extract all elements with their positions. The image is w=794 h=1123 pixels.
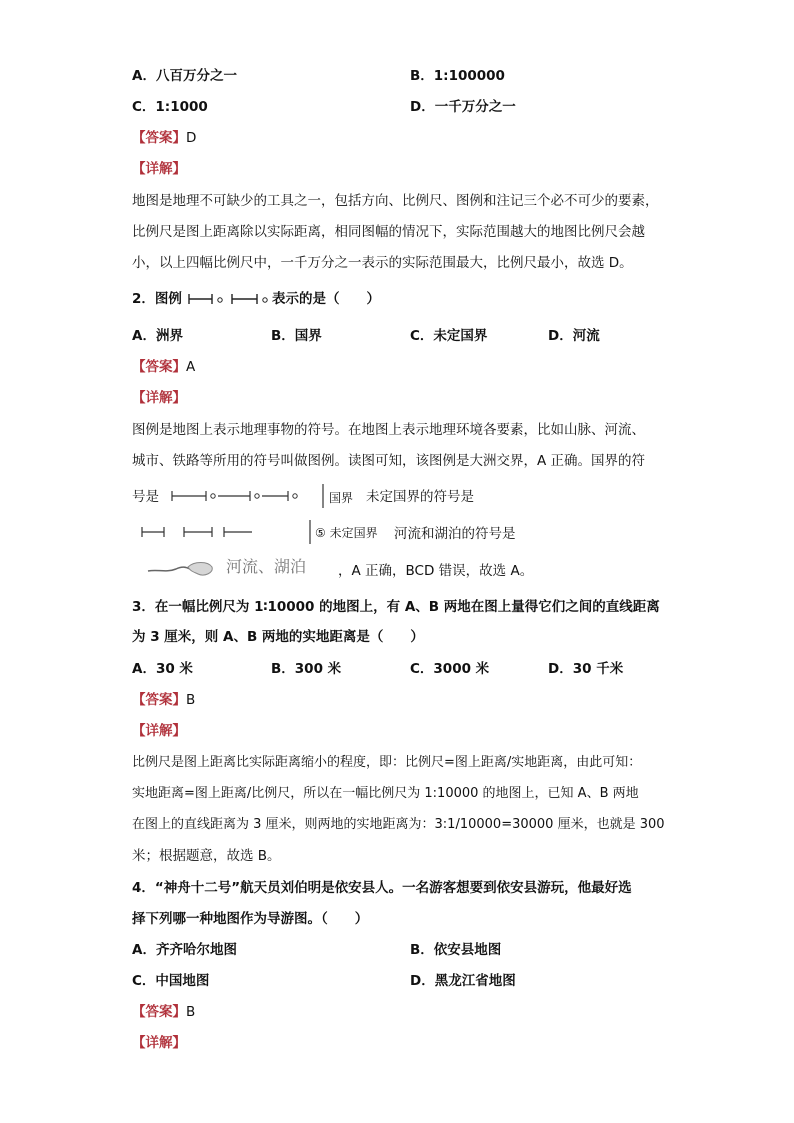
q2-detail-line-1: 图例是地图上表示地理事物的符号。在地图上表示地理环境各要素，比如山脉、河流、 bbox=[132, 422, 645, 438]
q3-option-b: B．300 米 bbox=[271, 661, 342, 677]
q3-detail-line-4: 米；根据题意，故选 B。 bbox=[132, 848, 281, 864]
q3-option-a: A．30 米 bbox=[132, 661, 193, 677]
legend-divider bbox=[322, 484, 326, 508]
q2-line3-suffix: 未定国界的符号是 bbox=[366, 489, 474, 505]
q1-detail-line-2: 比例尺是图上距离除以实际距离，相同图幅的情况下，实际范围越大的地图比例尺会越 bbox=[132, 224, 645, 240]
q4-option-d: D．黑龙江省地图 bbox=[410, 973, 516, 989]
q1-detail-label: 【详解】 bbox=[132, 161, 186, 177]
answer-value: B bbox=[186, 1004, 196, 1020]
q2-stem-suffix: 表示的是（ ） bbox=[272, 291, 380, 307]
q2-line5-suffix: ，A 正确，BCD 错误，故选 A。 bbox=[338, 563, 534, 579]
guojie-label: 国界 bbox=[329, 491, 354, 505]
q2-option-a: A．洲界 bbox=[132, 328, 183, 344]
q1-option-c: C．1:1000 bbox=[132, 99, 208, 115]
q2-line3-prefix: 号是 bbox=[132, 489, 159, 505]
answer-value: D bbox=[186, 130, 197, 146]
q3-stem-line-2: 为 3 厘米，则 A、B 两地的实地距离是（ ） bbox=[132, 629, 424, 645]
q1-option-a: A．八百万分之一 bbox=[132, 68, 237, 84]
q4-option-c: C．中国地图 bbox=[132, 973, 210, 989]
q2-detail-label: 【详解】 bbox=[132, 390, 186, 406]
q2-detail-line-2: 城市、铁路等所用的符号叫做图例。读图可知，该图例是大洲交界，A 正确。国界的符 bbox=[132, 453, 646, 469]
q1-answer bbox=[132, 129, 196, 147]
q1-detail-line-1: 地图是地理不可缺少的工具之一，包括方向、比例尺、图例和注记三个必不可少的要素， bbox=[132, 193, 659, 209]
q4-detail-label: 【详解】 bbox=[132, 1035, 186, 1051]
q4-option-b: B．依安县地图 bbox=[410, 942, 502, 958]
q3-detail-line-2: 实地距离=图上距离/比例尺，所以在一幅比例尺为 1:10000 的地图上，已知 A、B 两地 bbox=[132, 786, 639, 801]
answer-label: 【答案】 bbox=[132, 359, 186, 375]
weiding-label: ⑤ 未定国界 bbox=[315, 526, 378, 540]
q2-option-b: B．国界 bbox=[271, 328, 322, 344]
q3-detail-line-1: 比例尺是图上距离比实际距离缩小的程度，即：比例尺=图上距离/实地距离，由此可知： bbox=[132, 755, 642, 770]
answer-value: A bbox=[186, 359, 196, 375]
q3-detail-line-3: 在图上的直线距离为 3 厘米，则两地的实地距离为：3:1/10000=30000 厘米，也就是 300 bbox=[132, 817, 665, 832]
q3-stem-line-1: 3．在一幅比例尺为 1∶10000 的地图上，有 A、B 两地在图上量得它们之间的直线距离 bbox=[132, 599, 660, 615]
legend-divider bbox=[309, 520, 313, 544]
q4-answer bbox=[132, 1003, 195, 1021]
answer-label: 【答案】 bbox=[132, 130, 186, 146]
q4-stem-line-2: 择下列哪一种地图作为导游图。（ ） bbox=[132, 911, 369, 927]
q3-option-d: D．30 千米 bbox=[548, 661, 624, 677]
q1-detail-line-3: 小，以上四幅比例尺中，一千万分之一表示的实际范围最大，比例尺最小，故选 D。 bbox=[132, 255, 633, 271]
q1-option-d: D．一千万分之一 bbox=[410, 99, 516, 115]
river-lake-symbol bbox=[146, 557, 216, 581]
answer-label: 【答案】 bbox=[132, 692, 186, 708]
q4-option-a: A．齐齐哈尔地图 bbox=[132, 942, 237, 958]
q1-option-b: B．1:100000 bbox=[410, 68, 505, 84]
river-lake-label: 河流、湖泊 bbox=[226, 557, 307, 576]
q2-answer bbox=[132, 358, 195, 376]
continent-boundary-symbol bbox=[187, 291, 271, 307]
answer-label: 【答案】 bbox=[132, 1004, 186, 1020]
q2-option-d: D．河流 bbox=[548, 328, 600, 344]
answer-value: B bbox=[186, 692, 196, 708]
q2-line4-suffix: 河流和湖泊的符号是 bbox=[394, 526, 516, 542]
q2-option-c: C．未定国界 bbox=[410, 328, 488, 344]
q3-detail-label: 【详解】 bbox=[132, 723, 186, 739]
undetermined-boundary-symbol bbox=[140, 524, 255, 540]
q4-stem-line-1: 4．“神舟十二号”航天员刘伯明是依安县人。一名游客想要到依安县游玩，他最好选 bbox=[132, 880, 632, 896]
q3-option-c: C．3000 米 bbox=[410, 661, 490, 677]
q2-stem-prefix: 2．图例 bbox=[132, 291, 182, 307]
q3-answer bbox=[132, 691, 195, 709]
national-boundary-symbol bbox=[170, 488, 300, 504]
